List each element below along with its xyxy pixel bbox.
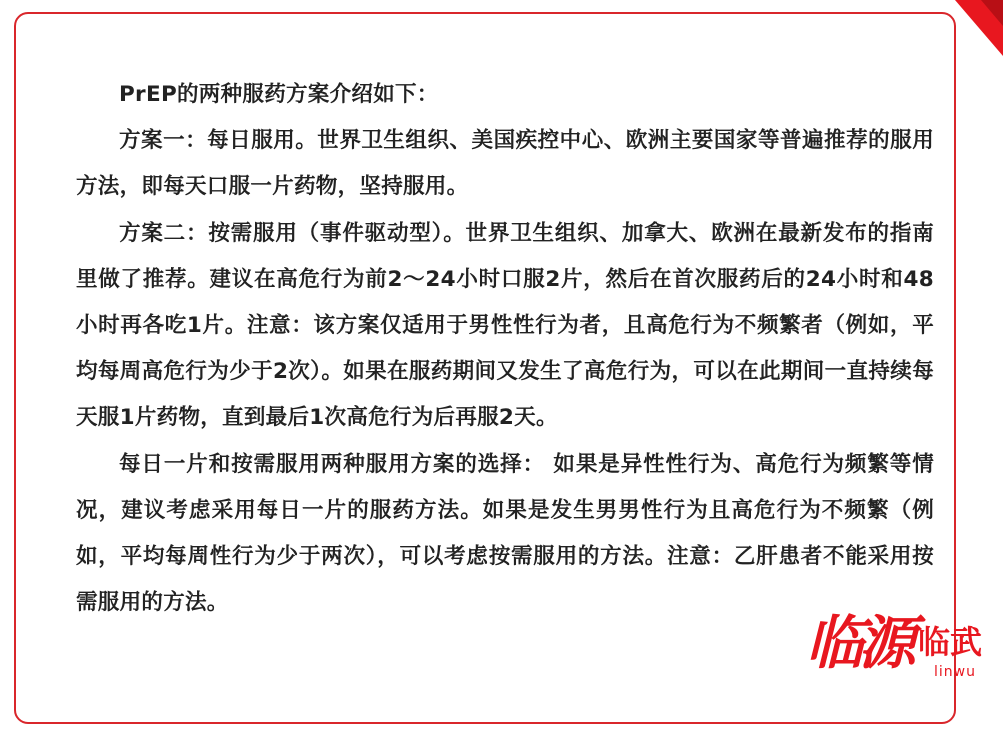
paragraph-plan-one: 方案一：每日服用。世界卫生组织、美国疾控中心、欧洲主要国家等普遍推荐的服用方法，即每天口服一片药物，坚持服用。	[76, 128, 934, 200]
watermark-pinyin-text: linwu	[934, 664, 976, 680]
paragraph-plan-choice: 每日一片和按需服用两种服用方案的选择： 如果是异性性行为、高危行为频繁等情况，建议考虑采用每日一片的服药方法。如果是发生男男性行为且高危行为不频繁（例如，平均每周性行为少于两次），可以考虑按需服用的方法。注意：乙肝患者不能采用按需服用的方法。	[76, 451, 934, 616]
article-body	[76, 72, 934, 626]
watermark-logo	[806, 608, 986, 694]
watermark-city-text: 临武	[918, 623, 983, 661]
corner-arrow-icon	[951, 0, 1003, 60]
paragraph-plan-two: 方案二：按需服用（事件驱动型）。世界卫生组织、加拿大、欧洲在最新发布的指南里做了推荐。建议在高危行为前2～24小时口服2片，然后在首次服药后的24小时和48小时再各吃1片。注意：该方案仅适用于男性性行为者，且高危行为不频繁者（例如，平均每周高危行为少于2次）。如果在服药期间又发生了高危行为，可以在此期间一直持续每天服1片药物，直到最后1次高危行为后再服2天。	[76, 220, 934, 431]
watermark-brush-text: 临源	[806, 609, 911, 677]
paragraph-intro: PrEP的两种服药方案介绍如下：	[119, 82, 439, 107]
